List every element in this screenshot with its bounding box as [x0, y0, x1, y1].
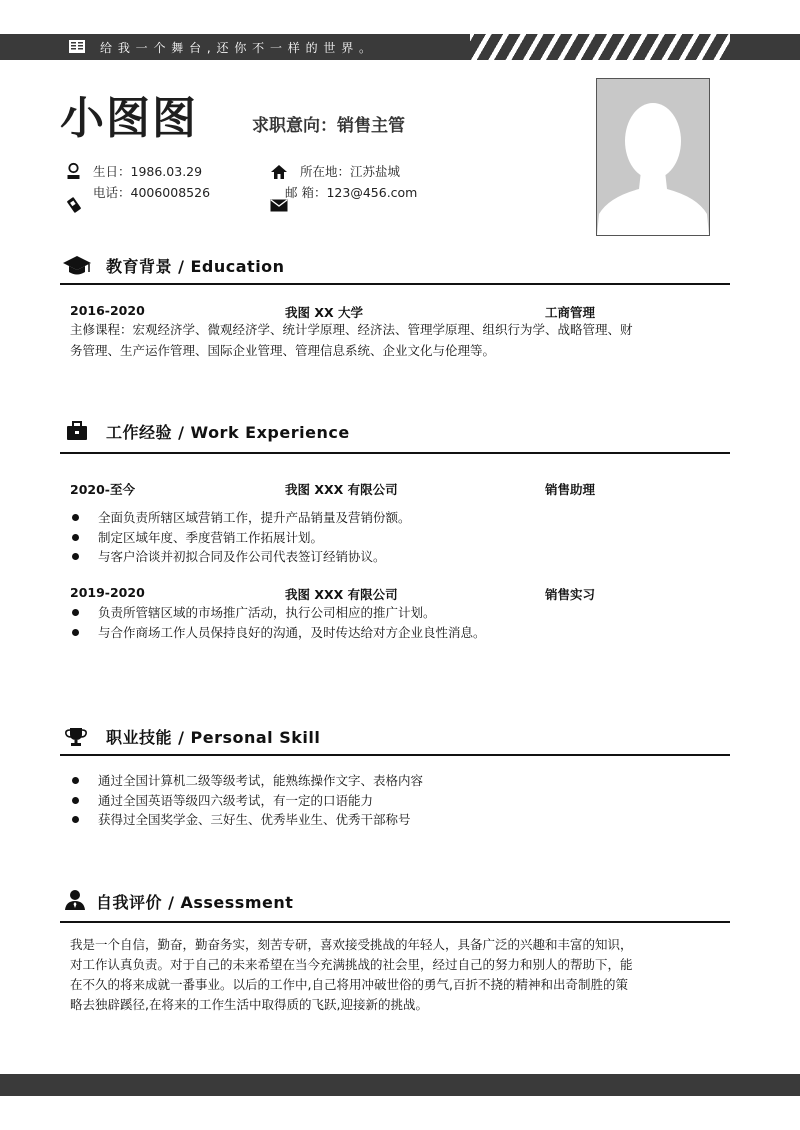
list-item: 通过全国计算机二级等级考试，能熟练操作文字、表格内容: [72, 771, 423, 791]
job-position: 销售助理: [545, 482, 596, 497]
job-company: 我图 XXX 有限公司: [285, 587, 398, 602]
skills-title: 职业技能 / Personal Skill: [106, 728, 321, 747]
education-period: 2016-2020: [70, 303, 145, 318]
list-item: 通过全国英语等级四六级考试，有一定的口语能力: [72, 791, 423, 811]
list-item: 全面负责所辖区域营销工作，提升产品销量及营销份额。: [72, 508, 411, 528]
bottom-banner: [0, 1074, 800, 1096]
person-icon: [66, 162, 81, 180]
email: 邮 箱：123@456.com: [285, 185, 418, 200]
assessment-line2: 对工作认真负责。对于自己的未来希望在当今充满挑战的社会里，经过自己的努力和别人的帮助下，能: [70, 957, 633, 972]
job-position: 销售实习: [545, 587, 596, 602]
mobile-phone-icon: [66, 196, 84, 214]
list-item: 与客户洽谈并初拟合同及作公司代表签订经销协议。: [72, 547, 411, 567]
trophy-icon: [64, 727, 88, 747]
list-item: 获得过全国奖学金、三好生、优秀毕业生、优秀干部称号: [72, 810, 423, 830]
stripe-end: [730, 34, 800, 60]
section-divider: [60, 921, 730, 923]
job-duties-list: [72, 508, 411, 567]
job-objective: 求职意向：销售主管: [252, 116, 405, 136]
section-divider: [60, 283, 730, 285]
assessment-line1: 我是一个自信，勤奋，勤奋务实，刻苦专研，喜欢接受挑战的年轻人，具备广泛的兴趣和丰富的知识，: [70, 937, 633, 952]
education-title: 教育背景 / Education: [106, 257, 285, 276]
user-icon: [64, 889, 86, 911]
job-company: 我图 XXX 有限公司: [285, 482, 398, 497]
job-period: 2020-至今: [70, 482, 135, 497]
top-banner: [0, 34, 800, 60]
education-courses-line2: 务管理、生产运作管理、国际企业管理、管理信息系统、企业文化与伦理等。: [70, 343, 496, 358]
assessment-line3: 在不久的将来成就一番事业。以后的工作中,自己将用冲破世俗的勇气,百折不挠的精神和出奇制胜的策: [70, 977, 628, 992]
assessment-title: 自我评价 / Assessment: [96, 893, 294, 912]
slogan: 给 我 一 个 舞 台 , 还 你 不 一 样 的 世 界 。: [100, 41, 373, 55]
home-icon: [270, 164, 288, 180]
location: 所在地：江苏盐城: [300, 164, 401, 179]
job-duties-list: [72, 603, 486, 642]
work-title: 工作经验 / Work Experience: [106, 423, 350, 442]
avatar-silhouette-icon: [597, 79, 709, 235]
education-major: 工商管理: [545, 305, 596, 320]
list-item: 制定区域年度、季度营销工作拓展计划。: [72, 528, 411, 548]
job-period: 2019-2020: [70, 585, 145, 600]
birthday: 生日：1986.03.29: [93, 164, 203, 179]
phone: 电话：4006008526: [93, 185, 211, 200]
education-courses-line1: 主修课程：宏观经济学、微观经济学、统计学原理、经济法、管理学原理、组织行为学、战略管理、财: [70, 322, 633, 337]
list-item: 与合作商场工作人员保持良好的沟通，及时传达给对方企业良性消息。: [72, 623, 486, 643]
profile-photo: [596, 78, 710, 236]
section-divider: [60, 452, 730, 454]
skills-list: [72, 771, 423, 830]
list-item: 负责所管辖区域的市场推广活动，执行公司相应的推广计划。: [72, 603, 486, 623]
briefcase-icon: [66, 421, 88, 441]
assessment-line4: 略去独辟蹊径,在将来的工作生活中取得质的飞跃,迎接新的挑战。: [70, 997, 428, 1012]
education-school: 我图 XX 大学: [285, 305, 363, 320]
envelope-icon: [270, 199, 288, 212]
book-icon: [68, 39, 86, 54]
graduation-cap-icon: [62, 254, 92, 276]
section-divider: [60, 754, 730, 756]
candidate-name: 小图图: [60, 93, 198, 144]
